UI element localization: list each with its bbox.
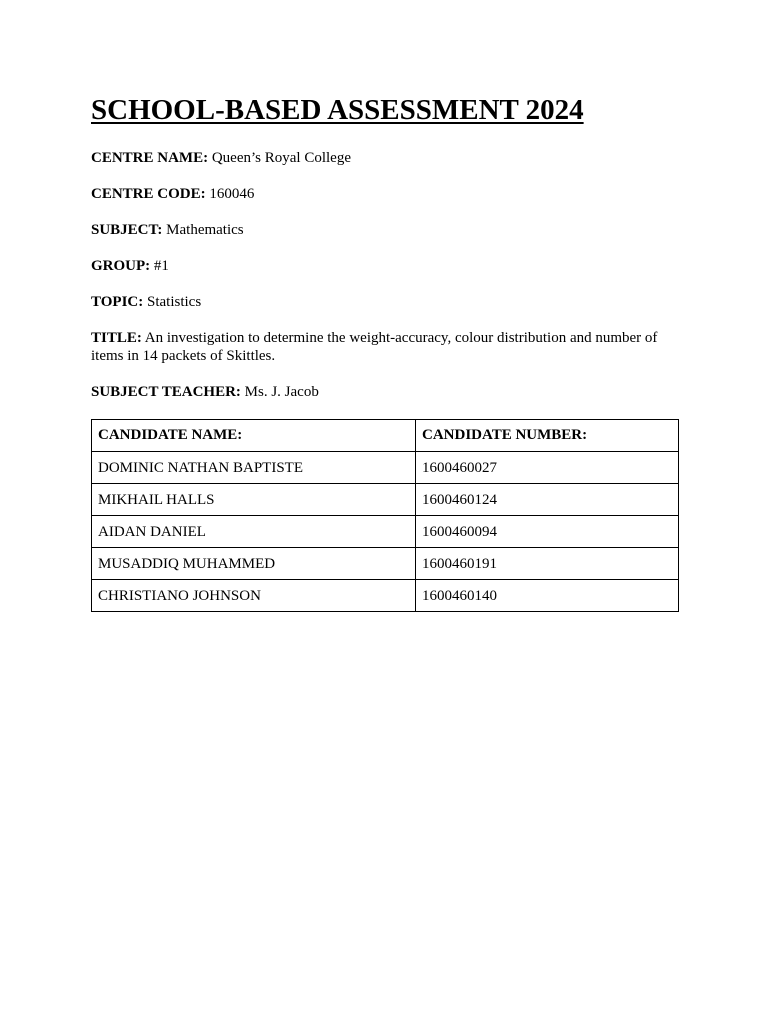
field-subject-teacher	[91, 383, 679, 401]
field-title	[91, 329, 679, 365]
table-header-row	[92, 420, 679, 452]
candidate-name-cell: DOMINIC NATHAN BAPTISTE	[92, 452, 416, 484]
candidate-table	[91, 419, 679, 612]
table-row	[92, 452, 679, 484]
field-label: SUBJECT TEACHER:	[91, 384, 241, 400]
field-topic	[91, 293, 679, 311]
field-label: CENTRE NAME:	[91, 150, 209, 166]
field-value: #1	[153, 258, 169, 274]
field-label: TITLE:	[91, 330, 142, 346]
table-row	[92, 516, 679, 548]
field-value: An investigation to determine the weight-accuracy, colour distribution and number of items in 14 packets of Skittles.	[91, 330, 658, 364]
field-centre-name	[91, 149, 679, 167]
field-value: Statistics	[146, 294, 202, 310]
candidate-name-cell: AIDAN DANIEL	[92, 516, 416, 548]
table-row	[92, 580, 679, 612]
field-value: 160046	[209, 186, 255, 202]
field-label: TOPIC:	[91, 294, 144, 310]
field-subject	[91, 221, 679, 239]
field-label: CENTRE CODE:	[91, 186, 206, 202]
header-candidate-number: CANDIDATE NUMBER:	[416, 420, 679, 452]
candidate-name-cell: CHRISTIANO JOHNSON	[92, 580, 416, 612]
field-label: SUBJECT:	[91, 222, 163, 238]
candidate-number-cell: 1600460191	[416, 548, 679, 580]
header-candidate-name: CANDIDATE NAME:	[92, 420, 416, 452]
document-heading: SCHOOL-BASED ASSESSMENT 2024	[91, 94, 584, 126]
table-row	[92, 548, 679, 580]
document-page	[91, 93, 679, 612]
field-value: Queen’s Royal College	[211, 150, 351, 166]
field-label: GROUP:	[91, 258, 151, 274]
field-group	[91, 257, 679, 275]
table-row	[92, 484, 679, 516]
candidate-number-cell: 1600460094	[416, 516, 679, 548]
candidate-name-cell: MUSADDIQ MUHAMMED	[92, 548, 416, 580]
candidate-number-cell: 1600460027	[416, 452, 679, 484]
candidate-number-cell: 1600460140	[416, 580, 679, 612]
candidate-name-cell: MIKHAIL HALLS	[92, 484, 416, 516]
field-value: Ms. J. Jacob	[244, 384, 319, 400]
candidate-number-cell: 1600460124	[416, 484, 679, 516]
field-value: Mathematics	[166, 222, 244, 238]
field-centre-code	[91, 185, 679, 203]
